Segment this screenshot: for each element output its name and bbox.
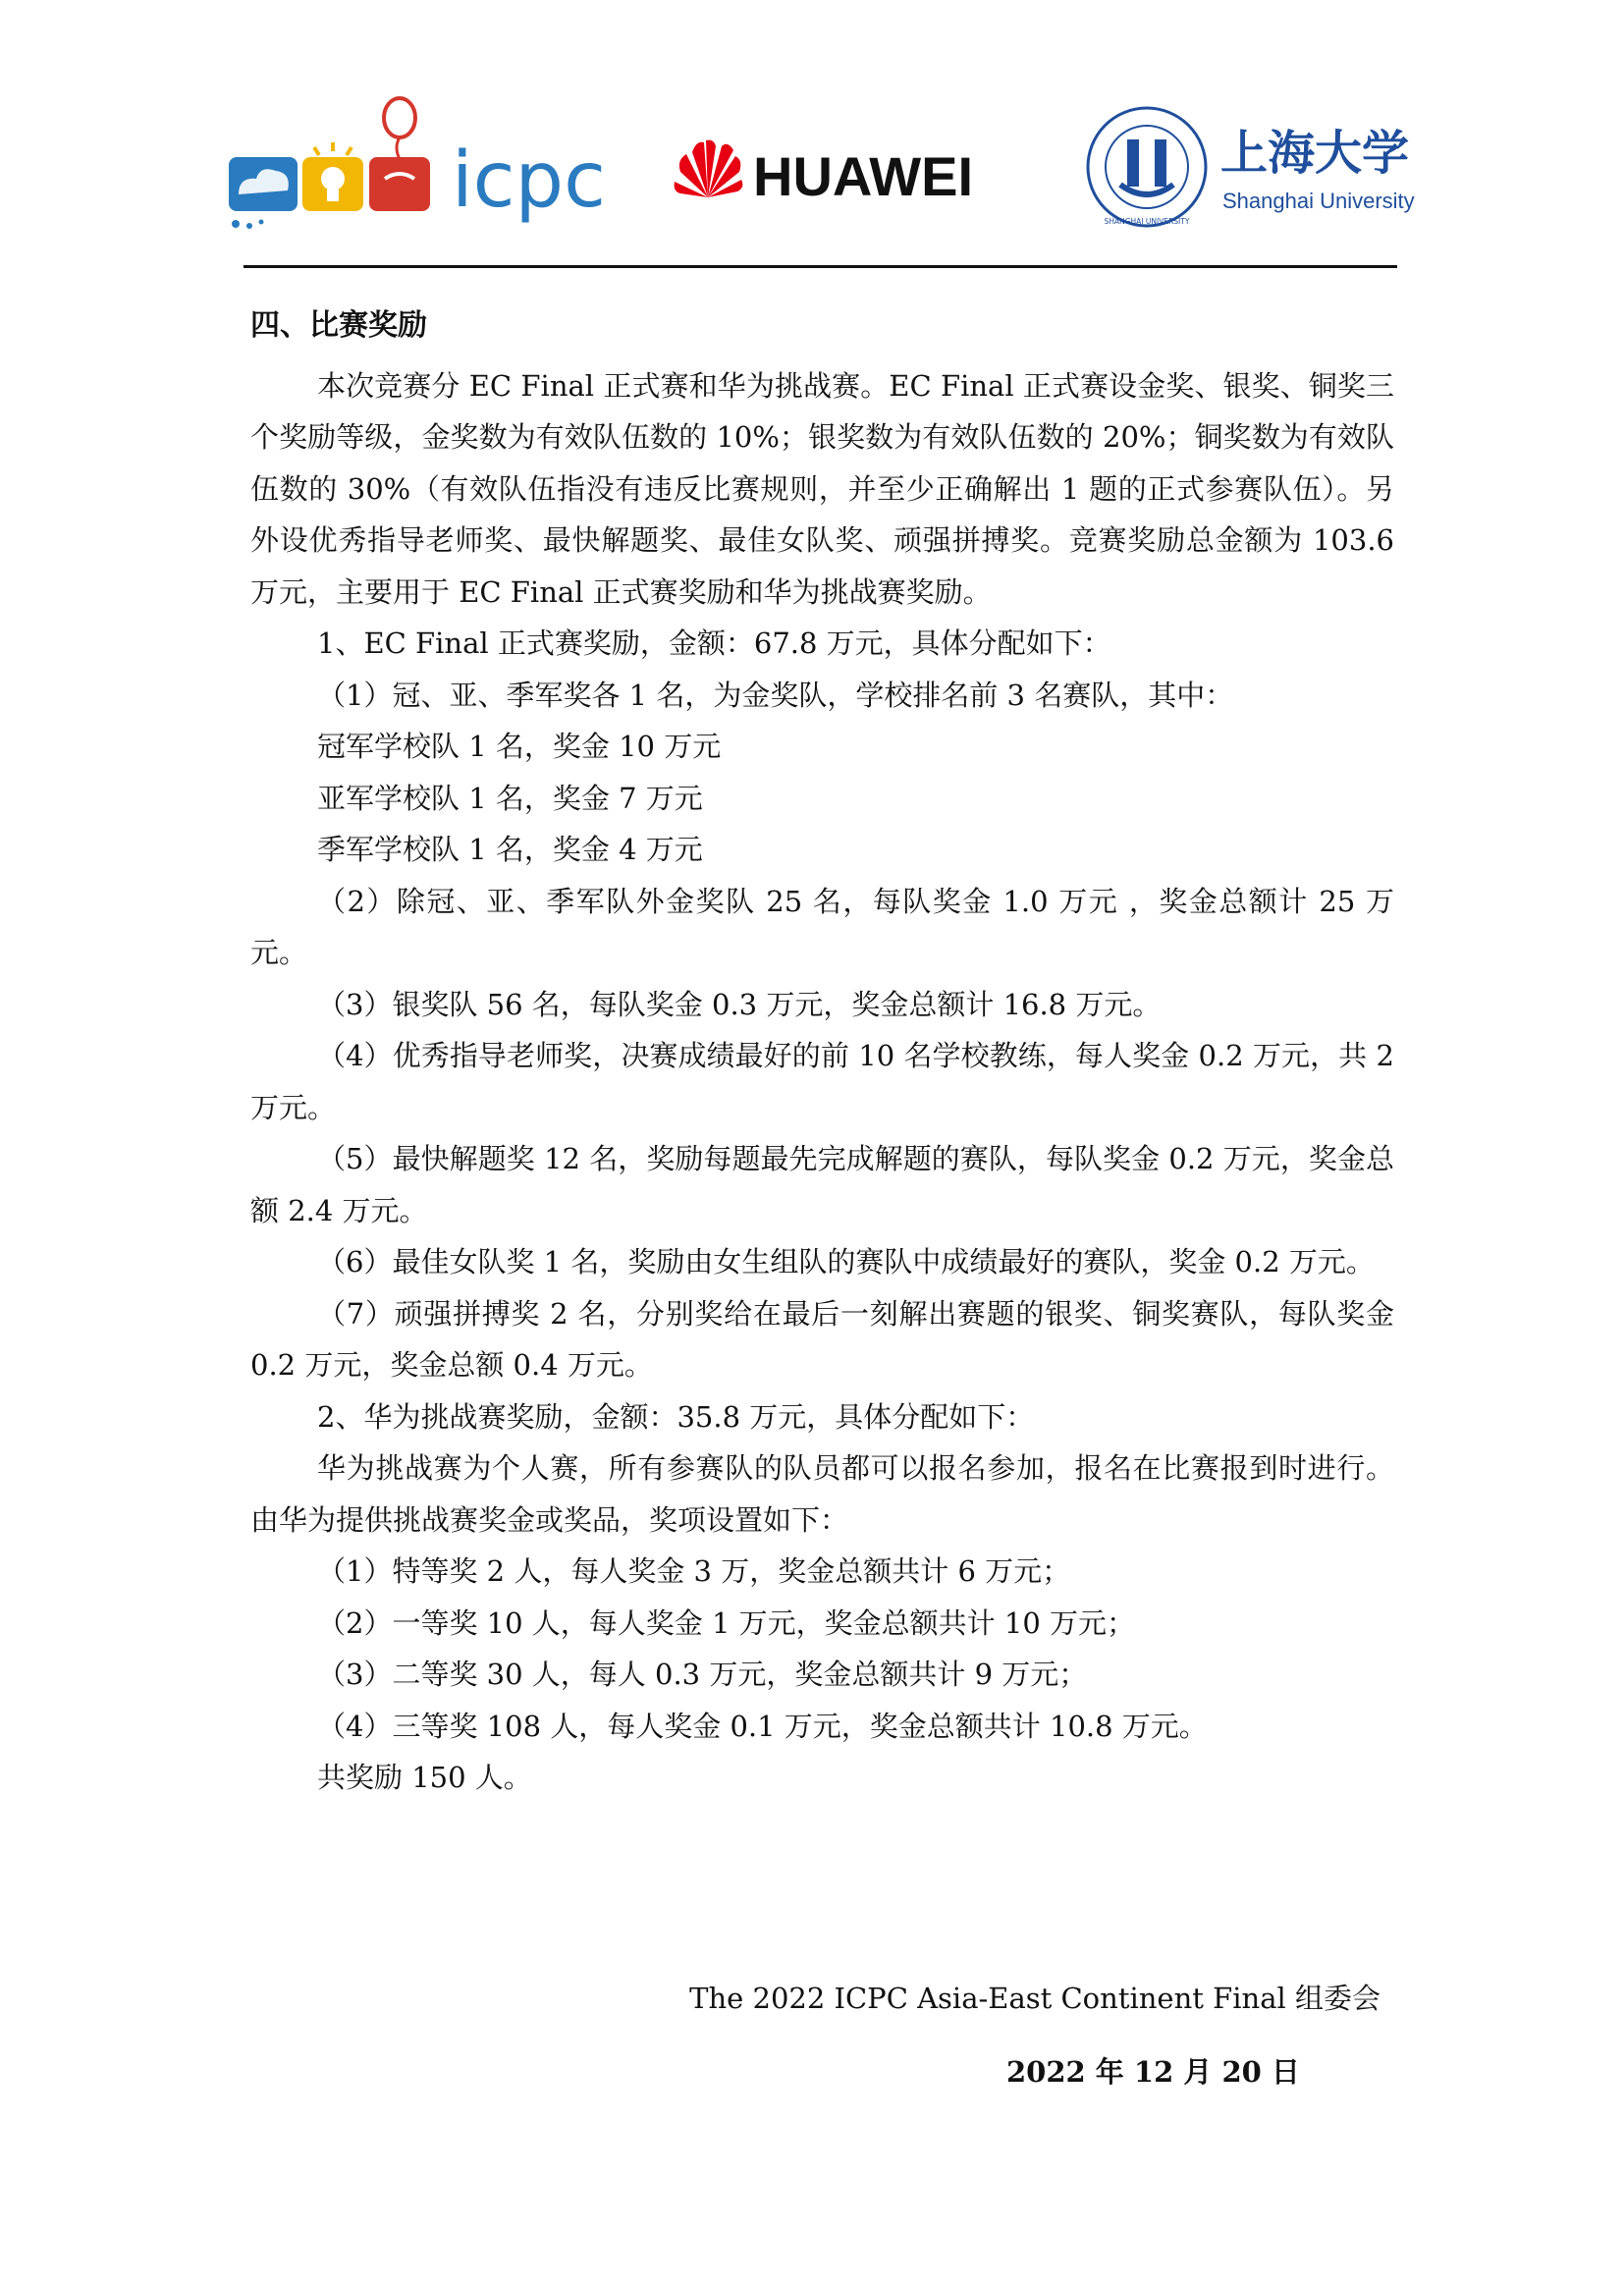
signature: The 2022 ICPC Asia-East Continent Final 组委会 (689, 1982, 1380, 2015)
icpc-cloud-icon (229, 157, 298, 229)
header-divider (244, 265, 1397, 268)
section1-item2: （2）除冠、亚、季军队外金奖队 25 名，每队奖金 1.0 万元 ，奖金总额计 25 万元。 (250, 884, 1394, 969)
section2-item2: （2）一等奖 10 人，每人奖金 1 万元，奖金总额共计 10 万元； (317, 1605, 1136, 1640)
icpc-wordmark: icpc (452, 136, 606, 225)
document-date: 2022 年 12 月 20 日 (1006, 2055, 1300, 2089)
section1-item4: （4）优秀指导老师奖，决赛成绩最好的前 10 名学校教练，每人奖金 0.2 万元，共 2 万元。 (250, 1039, 1394, 1124)
shu-name-en: Shanghai University (1222, 189, 1415, 213)
section1-item5: （5）最快解题奖 12 名，奖励每题最先完成解题的赛队，每队奖金 0.2 万元，奖金总额 2.4 万元。 (250, 1142, 1394, 1227)
section1-item1: （1）冠、亚、季军奖各 1 名，为金奖队，学校排名前 3 名赛队，其中： (317, 678, 1234, 712)
shu-name-cn: 上海大学 (1220, 126, 1410, 181)
section1-item3: （3）银奖队 56 名，每队奖金 0.3 万元，奖金总额计 16.8 万元。 (317, 987, 1162, 1021)
section1-runner-up: 亚军学校队 1 名，奖金 7 万元 (317, 781, 703, 815)
section2-desc: 华为挑战赛为个人赛，所有参赛队的队员都可以报名参加，报名在比赛报到时进行。由华为提供挑战赛奖金或奖品，奖项设置如下： (250, 1451, 1394, 1537)
section1-third: 季军学校队 1 名，奖金 4 万元 (317, 833, 703, 866)
icpc-balloon-icon (369, 98, 430, 211)
huawei-logo (671, 133, 1044, 211)
icpc-logo (224, 88, 636, 245)
shu-seal-text: SHANGHAI UNIVERSITY (1104, 217, 1190, 226)
intro-paragraph: 本次竞赛分 EC Final 正式赛和华为挑战赛。EC Final 正式赛设金奖、银奖、铜奖三个奖励等级，金奖数为有效队伍数的 10%；银奖数为有效队伍数的 20%；铜奖数为有效队伍数的 30%（有效队伍指没有违反比赛规则，并至少正确解出 1 题的正式参赛队伍）。另外设优秀指导老师奖、最快解题奖、最佳女队奖、顽强拼搏奖。竞赛奖励总金额为 103.6 万元，主要用于 EC Final 正式赛奖励和华为挑战赛奖励。 (250, 368, 1394, 609)
huawei-wordmark: HUAWEI (753, 145, 973, 207)
section1-item7: （7）顽强拼搏奖 2 名，分别奖给在最后一刻解出赛题的银奖、铜奖赛队，每队奖金 0.2 万元，奖金总额 0.4 万元。 (250, 1296, 1394, 1382)
shu-logo (1083, 98, 1417, 236)
section1-title: 1、EC Final 正式赛奖励，金额：67.8 万元，具体分配如下： (317, 626, 1111, 660)
section2-item3: （3）二等奖 30 人，每人 0.3 万元，奖金总额共计 9 万元； (317, 1658, 1088, 1691)
section1-item6: （6）最佳女队奖 1 名，奖励由女生组队的赛队中成绩最好的赛队，奖金 0.2 万元。 (317, 1245, 1375, 1279)
document-body (250, 300, 1394, 1804)
icpc-bulb-icon (302, 142, 363, 211)
section-heading: 四、比赛奖励 (250, 308, 427, 343)
huawei-flower-icon (675, 140, 743, 197)
shu-seal-icon (1088, 108, 1206, 226)
page-header (224, 79, 1415, 245)
section2-item1: （1）特等奖 2 人，每人奖金 3 万，奖金总额共计 6 万元； (317, 1554, 1071, 1588)
section2-item4: （4）三等奖 108 人，每人奖金 0.1 万元，奖金总额共计 10.8 万元。 (317, 1709, 1208, 1743)
section1-champion: 冠军学校队 1 名，奖金 10 万元 (317, 730, 722, 763)
section2-total: 共奖励 150 人。 (317, 1761, 532, 1794)
section2-title: 2、华为挑战赛奖励，金额：35.8 万元，具体分配如下： (317, 1399, 1035, 1434)
